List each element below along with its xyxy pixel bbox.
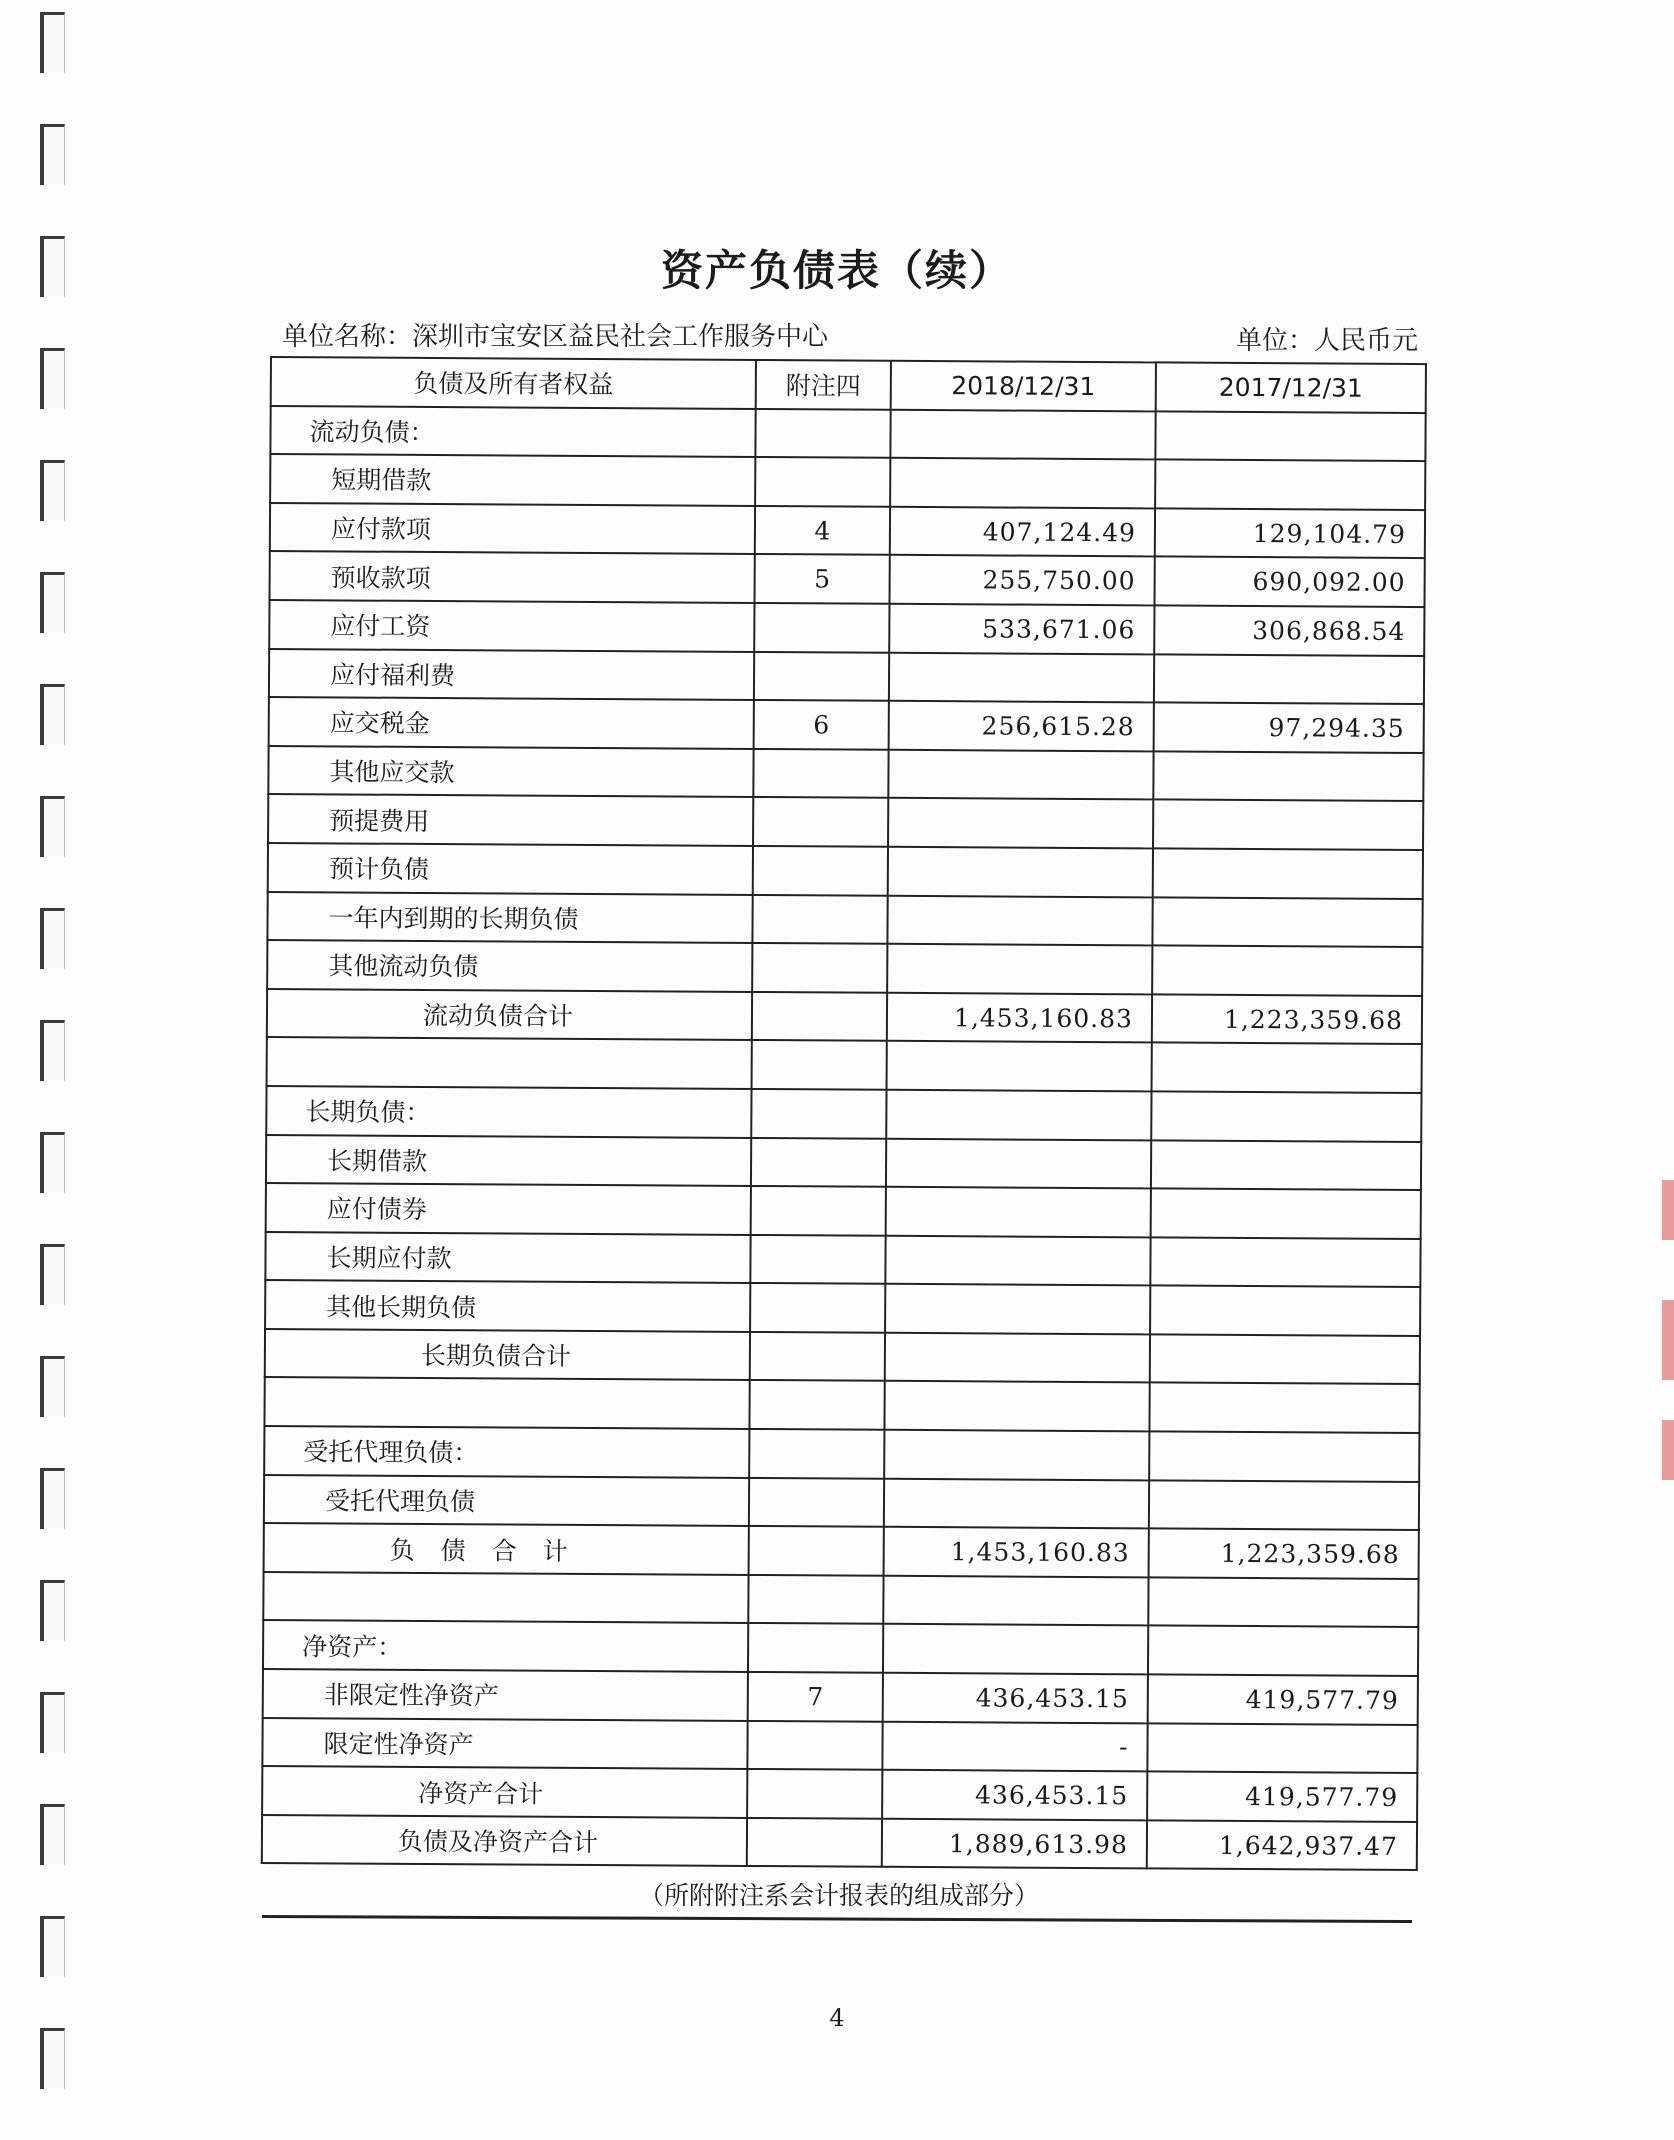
row-note bbox=[752, 1040, 887, 1089]
row-label: 应交税金 bbox=[269, 697, 754, 749]
row-label: 其他应交款 bbox=[268, 746, 753, 798]
table-row bbox=[270, 551, 1425, 607]
row-note: 4 bbox=[755, 506, 890, 555]
unit-name: 单位名称：深圳市宝安区益民社会工作服务中心 bbox=[282, 322, 829, 352]
row-note bbox=[754, 652, 889, 701]
row-value-2018 bbox=[884, 1430, 1149, 1480]
binding-hole bbox=[40, 1356, 65, 1417]
row-value-2017 bbox=[1150, 1286, 1420, 1336]
row-label: 长期负债： bbox=[266, 1086, 751, 1138]
table-row bbox=[269, 697, 1424, 753]
table-row bbox=[266, 1183, 1421, 1239]
row-label: 应付债券 bbox=[266, 1183, 751, 1235]
row-value-2018 bbox=[890, 458, 1155, 508]
row-value-2018: 533,671.06 bbox=[889, 604, 1154, 654]
column-header: 2018/12/31 bbox=[891, 361, 1156, 411]
row-note bbox=[749, 1526, 884, 1575]
row-value-2018 bbox=[885, 1235, 1150, 1285]
table-row bbox=[264, 1426, 1419, 1482]
table-row bbox=[262, 1766, 1417, 1822]
row-label: 限定性净资产 bbox=[262, 1718, 747, 1770]
table-row bbox=[265, 1232, 1420, 1288]
binding-hole bbox=[40, 908, 65, 969]
row-note: 6 bbox=[754, 700, 889, 749]
binding-hole bbox=[40, 684, 65, 745]
bottom-rule bbox=[262, 1915, 1412, 1923]
column-header: 负债及所有者权益 bbox=[271, 357, 756, 409]
row-value-2017 bbox=[1153, 751, 1423, 801]
row-value-2018 bbox=[886, 1090, 1151, 1140]
row-label: 受托代理负债： bbox=[264, 1426, 749, 1478]
binding-hole bbox=[40, 460, 65, 521]
binding-hole bbox=[40, 348, 65, 409]
binding-hole bbox=[40, 1468, 65, 1529]
row-note bbox=[750, 1332, 885, 1381]
row-value-2018: 407,124.49 bbox=[890, 507, 1155, 557]
row-value-2017 bbox=[1154, 654, 1424, 704]
row-label bbox=[263, 1572, 748, 1624]
binding-hole bbox=[40, 124, 65, 185]
row-value-2018: - bbox=[882, 1721, 1147, 1771]
row-label: 负债合计 bbox=[264, 1523, 749, 1575]
row-value-2017 bbox=[1155, 460, 1425, 510]
row-note bbox=[747, 1769, 882, 1818]
row-value-2017 bbox=[1148, 1626, 1418, 1676]
currency-unit: 单位：人民币元 bbox=[1235, 326, 1418, 356]
row-value-2018 bbox=[884, 1381, 1149, 1431]
row-label: 流动负债： bbox=[270, 406, 755, 458]
table-row bbox=[264, 1523, 1419, 1579]
row-value-2017 bbox=[1153, 848, 1423, 898]
row-note bbox=[749, 1429, 884, 1478]
row-label: 长期应付款 bbox=[265, 1232, 750, 1284]
row-value-2018 bbox=[885, 1284, 1150, 1334]
row-value-2017: 1,223,359.68 bbox=[1152, 994, 1422, 1044]
table-row bbox=[270, 503, 1425, 559]
binding-hole bbox=[40, 1132, 65, 1193]
row-value-2017 bbox=[1148, 1577, 1418, 1627]
row-value-2018 bbox=[886, 1138, 1151, 1188]
row-value-2017: 1,642,937.47 bbox=[1147, 1820, 1417, 1870]
row-value-2017 bbox=[1149, 1383, 1419, 1433]
table-row bbox=[268, 843, 1423, 899]
table-row bbox=[268, 746, 1423, 802]
table-row bbox=[270, 454, 1425, 510]
footnote: （所附附注系会计报表的组成部分） bbox=[638, 1881, 1039, 1910]
table-row bbox=[264, 1475, 1419, 1531]
table-row bbox=[267, 1037, 1422, 1093]
column-header: 附注四 bbox=[756, 360, 891, 409]
row-value-2018 bbox=[890, 409, 1155, 459]
row-label: 应付福利费 bbox=[269, 649, 754, 701]
row-value-2018 bbox=[885, 1333, 1150, 1383]
row-note bbox=[752, 894, 887, 943]
row-value-2018 bbox=[887, 944, 1152, 994]
row-label: 短期借款 bbox=[270, 454, 755, 506]
row-value-2017 bbox=[1152, 946, 1422, 996]
row-value-2017 bbox=[1151, 1091, 1421, 1141]
table-row bbox=[265, 1280, 1420, 1336]
row-value-2017 bbox=[1155, 411, 1425, 461]
row-value-2018 bbox=[888, 750, 1153, 800]
row-value-2017: 690,092.00 bbox=[1154, 557, 1424, 607]
table-header-row bbox=[271, 357, 1426, 413]
row-label: 受托代理负债 bbox=[264, 1475, 749, 1527]
binding-hole bbox=[40, 1244, 65, 1305]
table-row bbox=[269, 600, 1424, 656]
row-value-2017 bbox=[1151, 1188, 1421, 1238]
row-note bbox=[750, 1235, 885, 1284]
row-note bbox=[747, 1818, 882, 1867]
row-value-2018 bbox=[887, 895, 1152, 945]
row-value-2017: 419,577.79 bbox=[1147, 1772, 1417, 1822]
row-note bbox=[752, 992, 887, 1041]
row-value-2017: 306,868.54 bbox=[1154, 605, 1424, 655]
row-note bbox=[749, 1478, 884, 1527]
row-value-2017 bbox=[1147, 1723, 1417, 1773]
row-value-2017 bbox=[1153, 800, 1423, 850]
row-value-2018: 436,453.15 bbox=[883, 1673, 1148, 1723]
row-value-2018 bbox=[883, 1576, 1148, 1626]
row-label bbox=[264, 1377, 749, 1429]
row-value-2018 bbox=[883, 1624, 1148, 1674]
binding-hole bbox=[40, 1804, 65, 1865]
row-note bbox=[755, 457, 890, 506]
row-note bbox=[751, 1137, 886, 1186]
binding-hole bbox=[40, 12, 65, 73]
row-label: 非限定性净资产 bbox=[263, 1669, 748, 1721]
binding-hole bbox=[40, 1020, 65, 1081]
row-label: 预收款项 bbox=[270, 551, 755, 603]
red-seal-fragment bbox=[1662, 1420, 1674, 1480]
row-value-2018 bbox=[889, 652, 1154, 702]
row-note bbox=[749, 1380, 884, 1429]
row-label: 其他长期负债 bbox=[265, 1280, 750, 1332]
row-note bbox=[748, 1575, 883, 1624]
row-label: 流动负债合计 bbox=[267, 989, 752, 1041]
row-note bbox=[753, 846, 888, 895]
table-row bbox=[270, 406, 1425, 462]
row-value-2018: 1,453,160.83 bbox=[887, 993, 1152, 1043]
row-value-2018: 1,889,613.98 bbox=[882, 1819, 1147, 1869]
row-value-2018 bbox=[886, 1187, 1151, 1237]
row-value-2017 bbox=[1152, 897, 1422, 947]
row-value-2017 bbox=[1150, 1237, 1420, 1287]
balance-sheet-table bbox=[261, 356, 1427, 1871]
page-title: 资产负债表（续） bbox=[660, 246, 1013, 295]
row-note: 7 bbox=[748, 1672, 883, 1721]
row-value-2017: 129,104.79 bbox=[1155, 508, 1425, 558]
row-value-2017: 419,577.79 bbox=[1148, 1674, 1418, 1724]
column-header: 2017/12/31 bbox=[1156, 362, 1426, 412]
row-label bbox=[267, 1037, 752, 1089]
row-value-2018: 256,615.28 bbox=[889, 701, 1154, 751]
row-label: 长期借款 bbox=[266, 1134, 751, 1186]
table-row bbox=[269, 649, 1424, 705]
row-note bbox=[752, 943, 887, 992]
table-row bbox=[263, 1620, 1418, 1676]
red-seal-fragment bbox=[1662, 1300, 1674, 1380]
binding-hole bbox=[40, 2028, 65, 2089]
row-value-2018 bbox=[888, 798, 1153, 848]
row-value-2018 bbox=[888, 847, 1153, 897]
row-label: 净资产合计 bbox=[262, 1766, 747, 1818]
row-label: 应付款项 bbox=[270, 503, 755, 555]
row-label: 预提费用 bbox=[268, 794, 753, 846]
binding-hole bbox=[40, 1692, 65, 1753]
row-value-2017 bbox=[1149, 1431, 1419, 1481]
table-row bbox=[266, 1086, 1421, 1142]
row-note bbox=[748, 1623, 883, 1672]
row-label: 应付工资 bbox=[269, 600, 754, 652]
row-note bbox=[754, 603, 889, 652]
table-row bbox=[265, 1329, 1420, 1385]
table-row bbox=[262, 1718, 1417, 1774]
table-row bbox=[262, 1815, 1417, 1871]
row-value-2017 bbox=[1150, 1334, 1420, 1384]
row-note bbox=[747, 1721, 882, 1770]
row-note bbox=[755, 409, 890, 458]
row-note bbox=[753, 749, 888, 798]
binding-holes bbox=[32, 0, 72, 2140]
row-label: 负债及净资产合计 bbox=[262, 1815, 747, 1867]
row-value-2017: 1,223,359.68 bbox=[1149, 1529, 1419, 1579]
table-row bbox=[267, 892, 1422, 948]
binding-hole bbox=[40, 572, 65, 633]
table-row bbox=[263, 1572, 1418, 1628]
binding-hole bbox=[40, 1580, 65, 1641]
binding-hole bbox=[40, 796, 65, 857]
table-row bbox=[268, 794, 1423, 850]
table-row bbox=[267, 989, 1422, 1045]
row-value-2018: 255,750.00 bbox=[889, 555, 1154, 605]
row-value-2018 bbox=[887, 1041, 1152, 1091]
row-label: 预计负债 bbox=[268, 843, 753, 895]
row-label: 其他流动负债 bbox=[267, 940, 752, 992]
row-label: 净资产： bbox=[263, 1620, 748, 1672]
row-note: 5 bbox=[755, 554, 890, 603]
row-note bbox=[750, 1283, 885, 1332]
row-label: 长期负债合计 bbox=[265, 1329, 750, 1381]
table-row bbox=[267, 940, 1422, 996]
row-note bbox=[753, 797, 888, 846]
red-seal-fragment bbox=[1662, 1180, 1674, 1240]
table-row bbox=[263, 1669, 1418, 1725]
table-row bbox=[266, 1134, 1421, 1190]
row-value-2017: 97,294.35 bbox=[1154, 703, 1424, 753]
row-label: 一年内到期的长期负债 bbox=[267, 892, 752, 944]
table-row bbox=[264, 1377, 1419, 1433]
row-value-2018 bbox=[884, 1478, 1149, 1528]
row-value-2017 bbox=[1151, 1140, 1421, 1190]
row-value-2018: 436,453.15 bbox=[882, 1770, 1147, 1820]
binding-hole bbox=[40, 1916, 65, 1977]
row-note bbox=[751, 1186, 886, 1235]
row-value-2017 bbox=[1149, 1480, 1419, 1530]
row-value-2018: 1,453,160.83 bbox=[884, 1527, 1149, 1577]
row-note bbox=[751, 1089, 886, 1138]
row-value-2017 bbox=[1152, 1043, 1422, 1093]
page-number: 4 bbox=[829, 2004, 845, 2032]
